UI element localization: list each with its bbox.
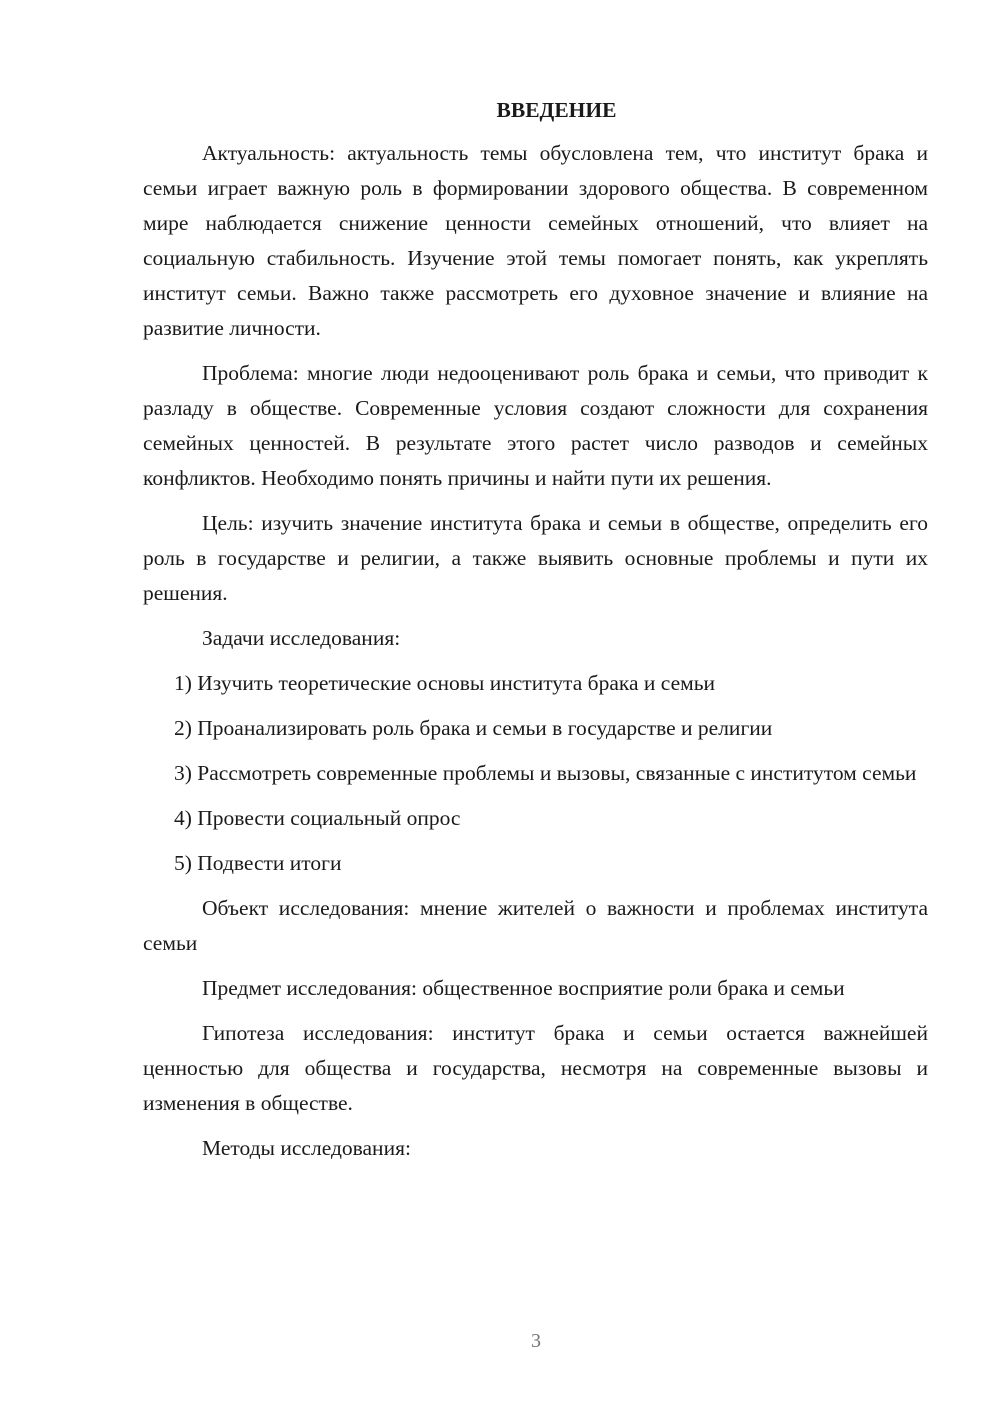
methods-paragraph: Методы исследования: [202,1136,411,1160]
page-content [143,90,928,1166]
page-number: 3 [531,1330,541,1352]
tasks-intro: Задачи исследования: [202,626,401,650]
problem-paragraph: Проблема: многие люди недооценивают роль брака и семьи, что приводит к разладу в обществе. Современные условия создают сложности для сохранения семейных ценностей. В результате этого растет число разводов и семейных конфликтов. Необходимо понять причины и найти пути их решения. [143,361,928,490]
object-paragraph: Объект исследования: мнение жителей о важности и проблемах института семьи [143,896,928,955]
goal-paragraph: Цель: изучить значение института брака и семьи в обществе, определить его роль в государстве и религии, а также выявить основные проблемы и пути их решения. [143,511,928,605]
section-heading: ВВЕДЕНИЕ [496,98,617,122]
task-item-1: 1) Изучить теоретические основы института брака и семьи [174,671,716,695]
relevance-paragraph: Актуальность: актуальность темы обусловлена тем, что институт брака и семьи играет важную роль в формировании здорового общества. В современном мире наблюдается снижение ценности семейных отношений, что влияет на социальную стабильность. Изучение этой темы помогает понять, как укреплять институт семьи. Важно также рассмотреть его духовное значение и влияние на развитие личности. [143,141,928,340]
task-item-5: 5) Подвести итоги [174,851,342,875]
task-item-3: 3) Рассмотреть современные проблемы и вызовы, связанные с институтом семьи [174,761,917,785]
subject-paragraph: Предмет исследования: общественное восприятие роли брака и семьи [202,976,845,1000]
hypothesis-paragraph: Гипотеза исследования: институт брака и семьи остается важнейшей ценностью для общества и государства, несмотря на современные вызовы и изменения в обществе. [143,1021,928,1115]
task-item-4: 4) Провести социальный опрос [174,806,461,830]
task-item-2: 2) Проанализировать роль брака и семьи в государстве и религии [174,716,773,740]
